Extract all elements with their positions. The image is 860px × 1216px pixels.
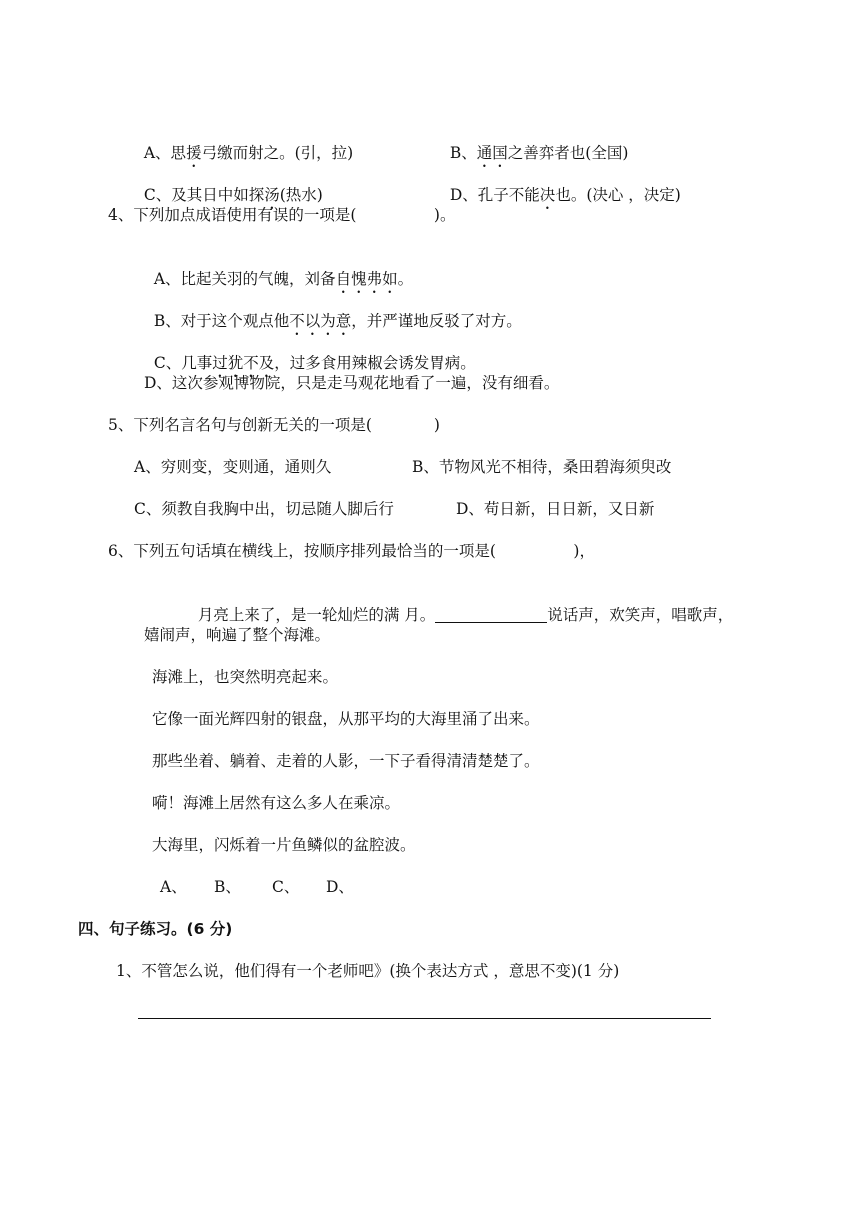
q3-option-d-suffix: 也。(决心 ，决定) <box>555 186 681 204</box>
q6-passage-end: 说话声，欢笑声，唱歌声， <box>547 606 734 624</box>
q6-choice-d: D、 <box>326 878 354 896</box>
q5-stem: 5、下列名言名句与创新无关的一项是( ) <box>108 416 440 434</box>
q4-option-a-idiom: 自愧弗如 <box>335 270 398 288</box>
q4-option-c-suffix: ，过多食用辣椒会诱发胃病。 <box>274 354 476 372</box>
q3-option-c-prefix: C、及其日中如探 <box>143 186 265 204</box>
q5-option-b: B、节物风光不相待，桑田碧海须臾改 <box>412 458 672 476</box>
q3-option-c-suffix: (热水) <box>279 186 323 204</box>
q3-option-b-prefix: B、 <box>449 144 477 162</box>
q4-option-b-idiom: 不以为意 <box>289 312 352 330</box>
q6-stem: 6、下列五句话填在横线上，按顺序排列最恰当的一项是( )， <box>108 542 595 560</box>
q6-passage-continued: 嬉闹声，响遍了整个海滩。 <box>144 626 331 644</box>
q3-option-b-dotted: 通国 <box>476 144 508 162</box>
q4-option-a-suffix: 。 <box>397 270 414 288</box>
q6-sentence-3: 那些坐着、躺着、走着的人影，一下子看得清清楚楚了。 <box>152 752 540 770</box>
q4-option-b-suffix: ，并严谨地反驳了对方。 <box>351 312 522 330</box>
q3-option-a-suffix: 弓缴而射之。(引，拉) <box>201 144 354 162</box>
q6-choice-b: B、 <box>214 878 241 896</box>
q6-passage-start: 月亮上来了，是一轮灿烂的满 月。 <box>197 606 436 624</box>
q4-option-c-prefix: C、几事 <box>153 354 213 372</box>
q3-option-a-dotted: 援 <box>186 144 202 162</box>
q6-passage <box>188 582 733 626</box>
q3-option-b-suffix: 之善弈者也(全国) <box>507 144 629 162</box>
q6-sentence-1: 海滩上，也突然明亮起来。 <box>152 668 339 686</box>
q4-option-c-idiom: 过犹不及 <box>212 354 275 372</box>
q6-sentence-4: 嗬！海滩上居然有这么多人在乘凉。 <box>152 794 401 812</box>
q3-option-d <box>440 162 681 213</box>
q6-choice-c: C、 <box>272 878 300 896</box>
q5-option-a: A、穷则变，变则通，通则久 <box>134 458 332 476</box>
q3-option-c-dotted: 汤 <box>264 186 280 204</box>
q6-fill-blank[interactable] <box>435 606 547 623</box>
q5-option-d: D、苟日新，日日新，又日新 <box>456 500 655 518</box>
section-4-title: 四、句子练习。(6 分) <box>78 920 233 938</box>
q3-option-d-prefix: D、孔子不能 <box>449 186 540 204</box>
q5-option-c: C、须教自我胸中出，切忌随人脚后行 <box>134 500 394 518</box>
q6-choice-a: A、 <box>160 878 187 896</box>
q3-option-d-dotted: 决 <box>539 186 556 204</box>
q4-option-b-prefix: B、对于这个观点他 <box>153 312 290 330</box>
q4-stem: 4、下列加点成语使用有误的一项是( )。 <box>108 206 456 224</box>
q6-sentence-2: 它像一面光辉四射的银盘，从那平均的大海里涌了出来。 <box>152 710 540 728</box>
answer-line[interactable] <box>138 1018 711 1019</box>
q3-option-a-prefix: A、思 <box>143 144 187 162</box>
section-4-question-1: 1、不管怎么说，他们得有一个老师吧》(换个表达方式 ，意思不变)(1 分) <box>116 962 620 980</box>
q4-option-a-prefix: A、比起关羽的气魄，刘备 <box>153 270 336 288</box>
q4-option-d: D、这次参观博物院，只是走马观花地看了一遍，没有细看。 <box>144 374 560 392</box>
q6-sentence-5: 大海里，闪烁着一片鱼鳞似的盆腔波。 <box>152 836 416 854</box>
